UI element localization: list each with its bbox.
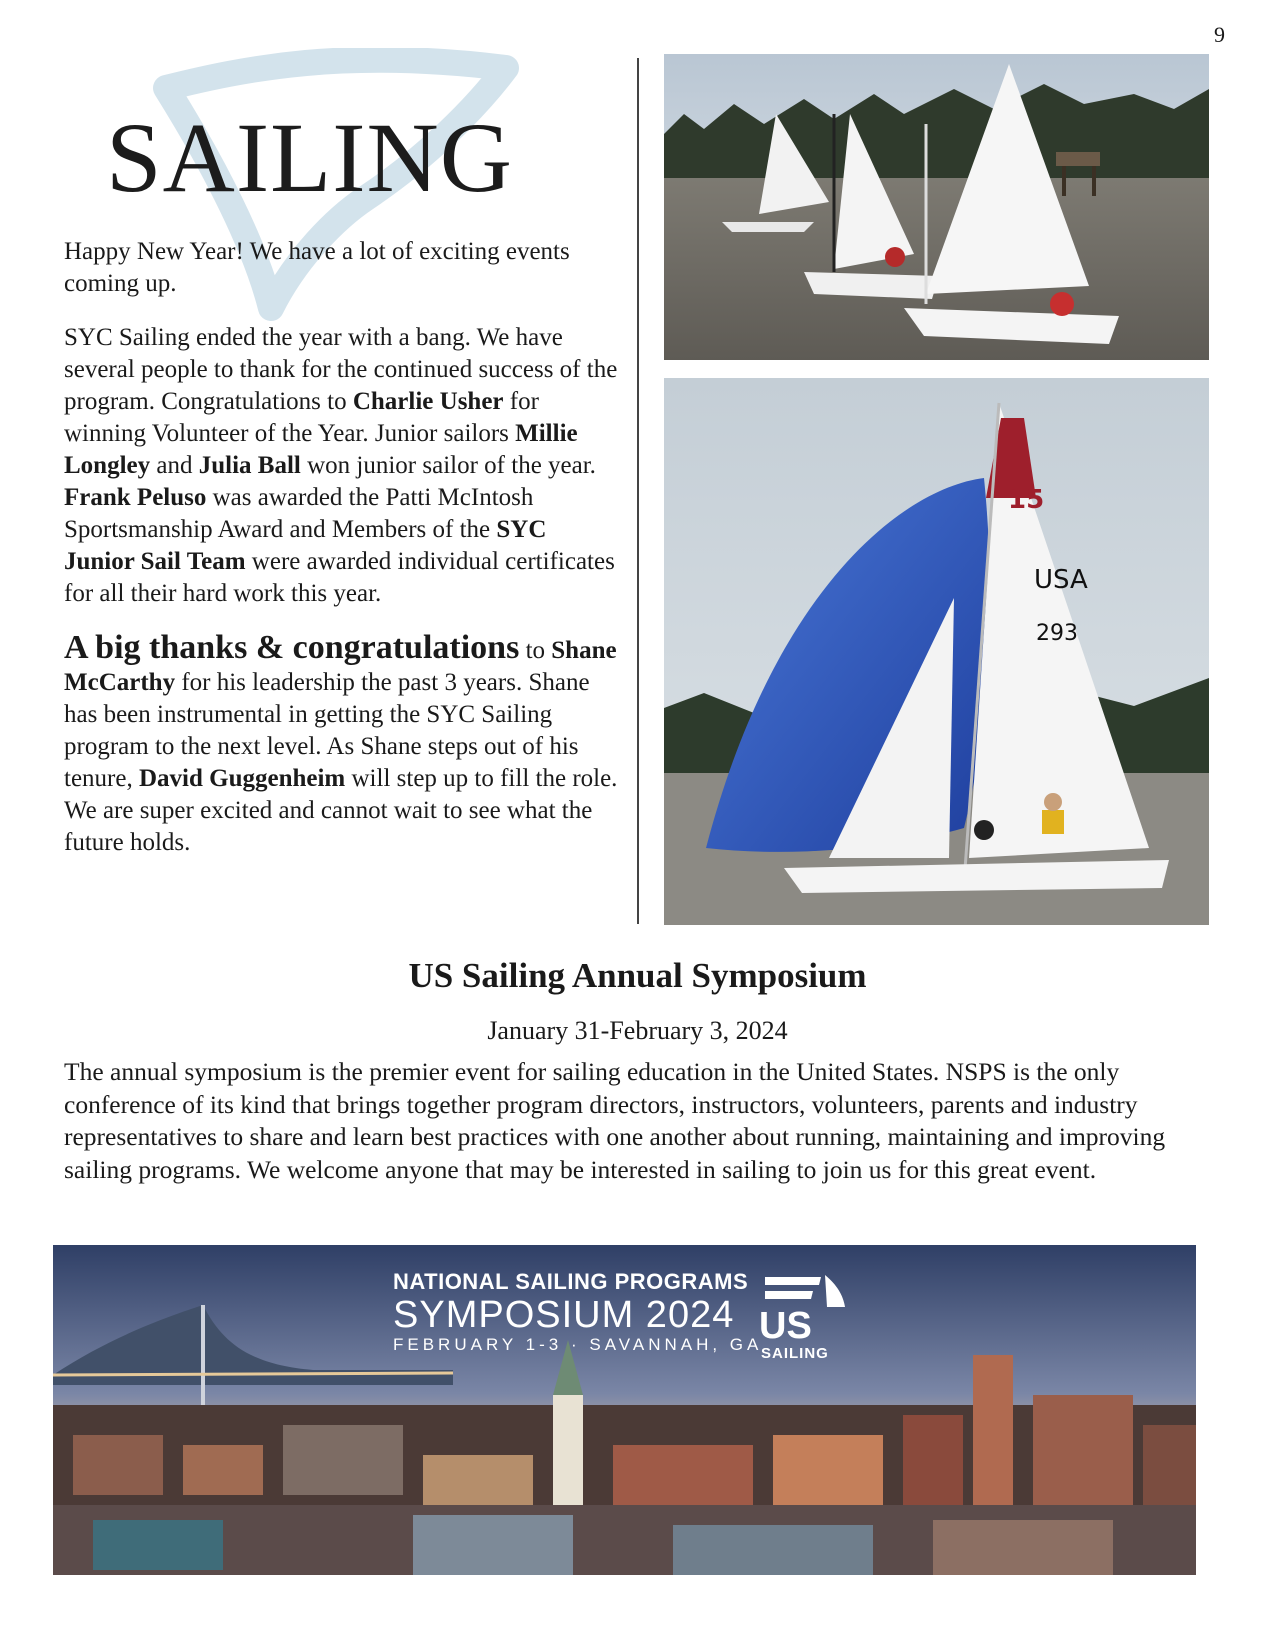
awardee-name: Frank Peluso [64,484,207,511]
column-divider [637,58,639,924]
awardee-name: SYC Junior Sail Team [64,516,547,575]
awardee-name: Julia Ball [198,452,301,479]
thanks-name-2: David Guggenheim [138,765,346,792]
us-sailing-logo-us: US [759,1305,812,1347]
awards-text: was awarded the Patti McIntosh Sportsmanship Award and Members of the [64,484,534,543]
thanks-heading: A big thanks & congratulations [64,629,520,666]
thanks-name-1: Shane McCarthy [64,637,617,696]
awards-paragraph [64,322,620,610]
banner-line-2: SYMPOSIUM 2024 [393,1294,735,1336]
banner-line-3: FEBRUARY 1-3 · SAVANNAH, GA [393,1335,763,1354]
thanks-to: to [519,637,552,664]
thanks-paragraph [64,629,620,859]
sail-usa-text: USA [1034,565,1088,595]
symposium-body: The annual symposium is the premier event for sailing education in the United States. NSPS is the only conference of its kind that brings together program directors, instructors, volunteers, parents and industry representatives to share and learn best practices with one another about running, maintaining and improving sailing programs. We welcome anyone that may be interested in sailing to join us for this great event. [64,1057,1166,1184]
sail-number-text: 293 [1036,621,1078,646]
awards-text: for winning Volunteer of the Year. Junior sailors [64,388,539,447]
awards-text: were awarded individual certificates for all their hard work this year. [64,548,615,607]
awardee-name: Millie Longley [64,420,578,479]
thanks-text-1: for his leadership the past 3 years. Shane has been instrumental in getting the SYC Sailing program to the next level. As Shane steps out of his tenure, [64,669,590,792]
symposium-title: US Sailing Annual Symposium [408,956,867,995]
sail-class-number-text: 15 [1008,485,1045,515]
awardee-name: Charlie Usher [352,388,504,415]
awards-text: won junior sailor of the year. [300,452,596,479]
banner-text [393,1269,762,1355]
awards-text: SYC Sailing ended the year with a bang. We have several people to thank for the continued success of the program. Congratulations to [64,324,618,415]
thanks-text-2: will step up to fill the role. We are super excited and cannot wait to see what the future holds. [64,765,618,856]
photo-spinnaker-sailboat [664,378,1209,925]
intro-paragraph: Happy New Year! We have a lot of exciting events coming up. [64,238,570,297]
page-number: 9 [1214,22,1225,47]
us-sailing-logo-word: SAILING [761,1345,829,1362]
left-column [64,50,620,859]
symposium-date: January 31-February 3, 2024 [487,1016,788,1045]
photo-three-sailboats [664,54,1209,360]
banner-line-1: NATIONAL SAILING PROGRAMS [393,1269,749,1294]
symposium-banner [53,1245,1196,1575]
awards-text: and [150,452,199,479]
page-title: SAILING [106,102,513,213]
